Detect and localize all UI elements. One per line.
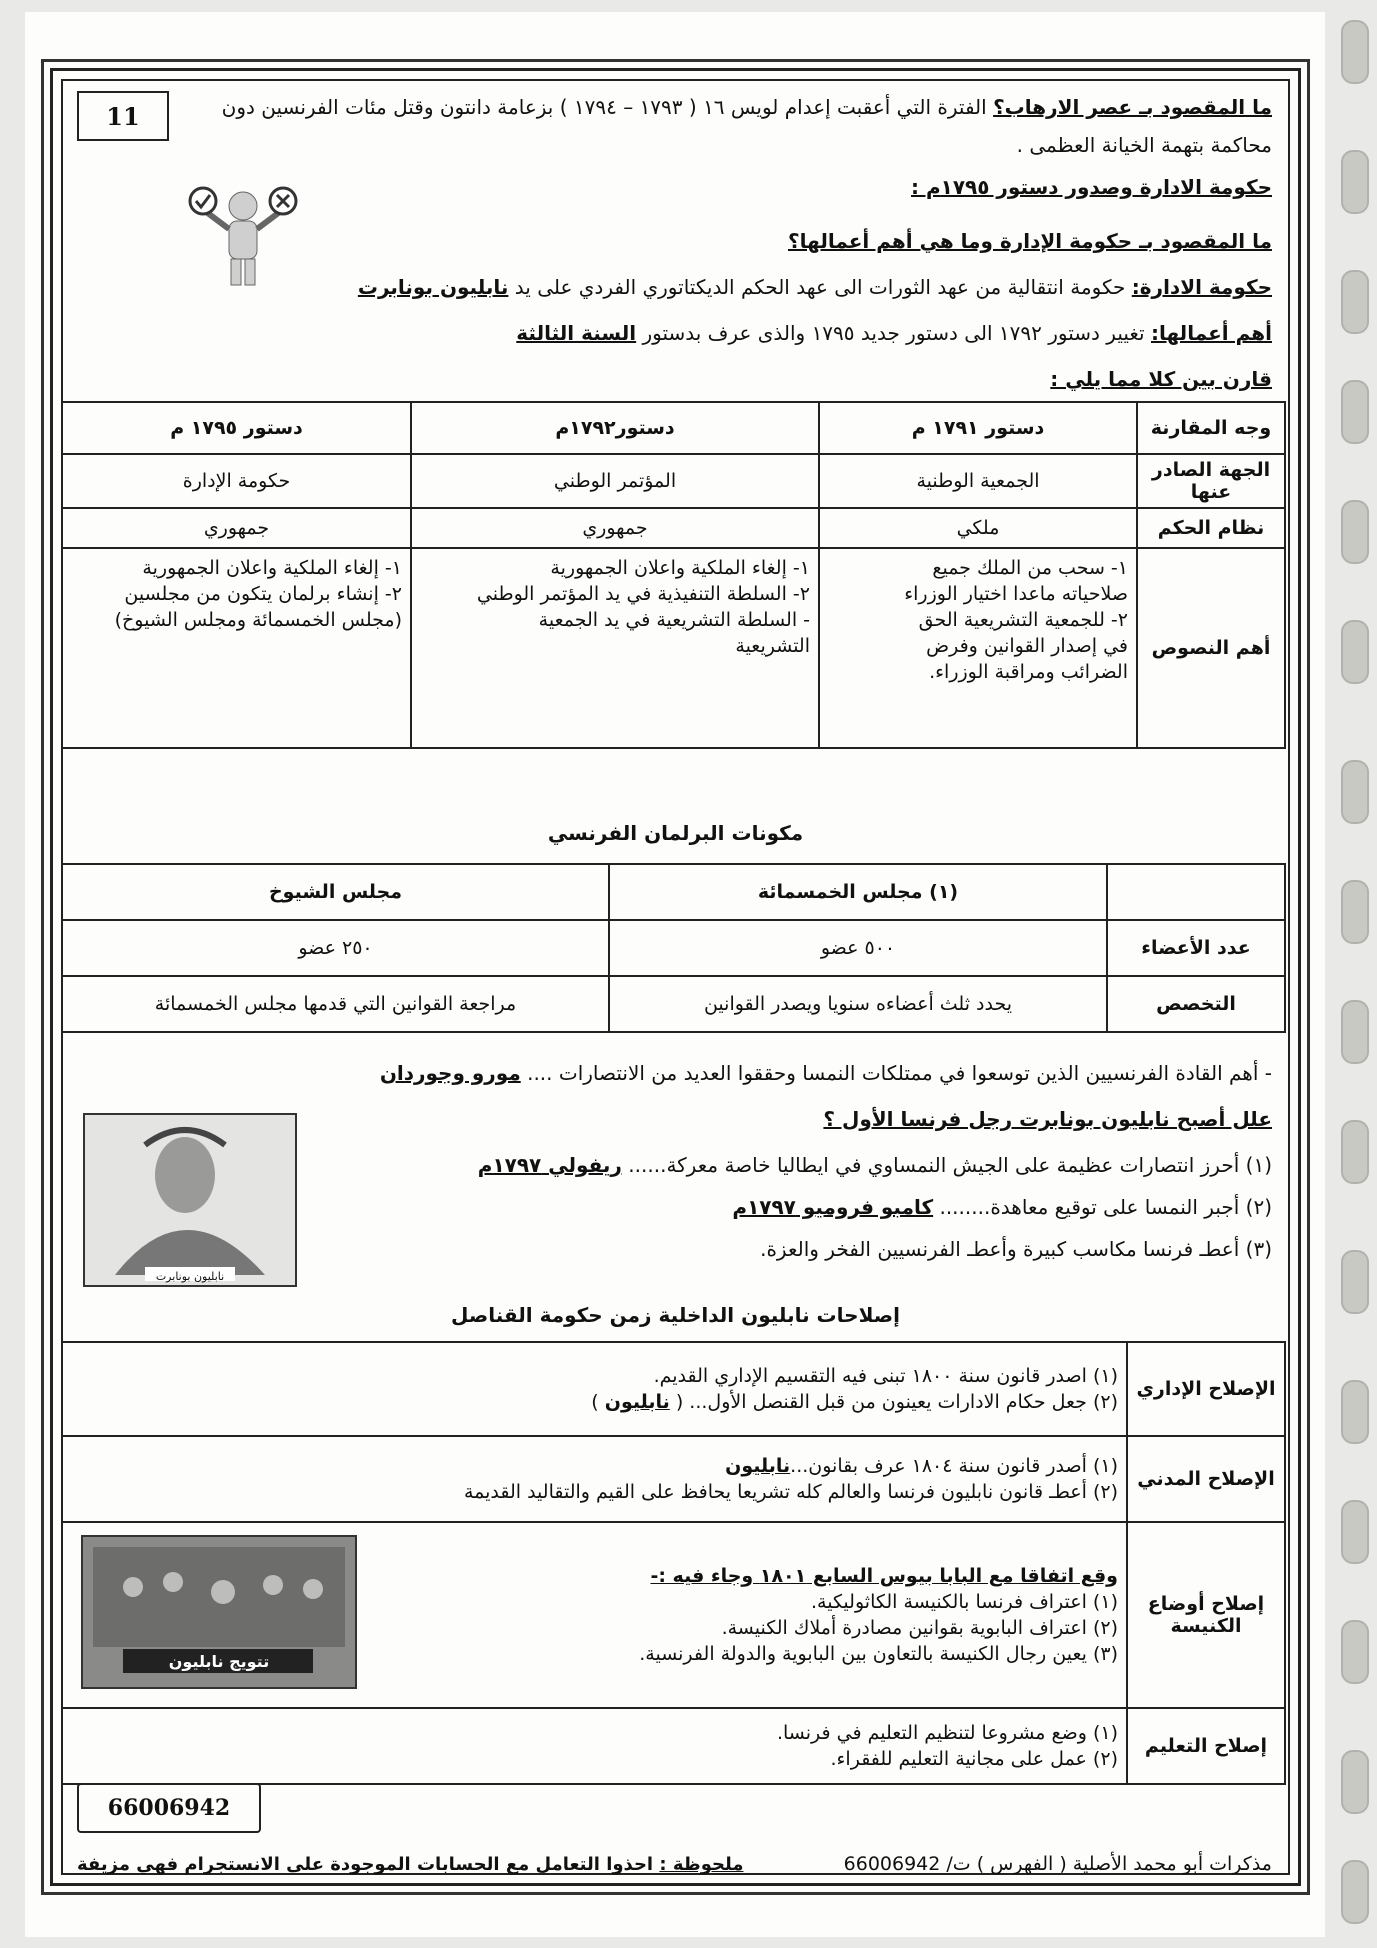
texts-1795: ١- إلغاء الملكية واعلان الجمهورية ٢- إنشاء برلمان يتكون من مجلسين (مجلس الخمسمائة ومجلس الشيوخ) <box>62 548 411 748</box>
coronation-image <box>81 1535 357 1689</box>
row-members-label: عدد الأعضاء <box>1107 920 1285 976</box>
constitutions-table <box>61 401 1286 749</box>
admin-reform-items: (١) اصدر قانون سنة ١٨٠٠ تبنى فيه التقسيم الإداري القديم. (٢) جعل حكام الادارات يعينون من قبل القنصل الأول... ( نابليون ) <box>62 1342 1127 1436</box>
texts-1791: ١- سحب من الملك جميع صلاحياته ماعدا اختيار الوزراء ٢- للجمعية التشريعية الحق في إصدار القوانين وفرض الضرائب ومراقبة الوزراء. <box>819 548 1137 748</box>
issuer-1795: حكومة الإدارة <box>62 454 411 508</box>
th-comparison: وجه المقارنة <box>1137 402 1285 454</box>
civil-reform-items: (١) أصدر قانون سنة ١٨٠٤ عرف بقانون...نابليون (٢) أعطـ قانون نابليون فرنسا والعالم كله تشريعا يحافظ على القيم والتقاليد القديمة <box>62 1436 1127 1522</box>
parliament-table <box>61 863 1286 1033</box>
admin-reform-label: الإصلاح الإداري <box>1127 1342 1285 1436</box>
th-1795: دستور ١٧٩٥ م <box>62 402 411 454</box>
terror-answer-cont: محاكمة بتهمة الخيانة العظمى . <box>1016 133 1272 157</box>
church-reform-items: وقع اتفاقا مع البابا بيوس السابع ١٨٠١ وجاء فيه :- (١) اعتراف فرنسا بالكنيسة الكاثوليكية. (٢) اعتراف البابوية بقوانين مصادرة أملاك الكنيسة. (٣) يعين رجال الكنيسة بالتعاون بين البابوية والدولة الفرنسية. <box>62 1522 1127 1708</box>
row-spec-label: التخصص <box>1107 976 1285 1032</box>
compare-prompt: قارن بين كلا مما يلي : <box>1050 367 1272 391</box>
issuer-1791: الجمعية الوطنية <box>819 454 1137 508</box>
directory-works: أهم أعمالها: تغيير دستور ١٧٩٢ الى دستور جديد ١٧٩٥ والذى عرف بدستور السنة الثالثة <box>516 321 1272 345</box>
napoleon-portrait <box>83 1113 297 1287</box>
system-1795: جمهوري <box>62 508 411 548</box>
phone-box: 66006942 <box>77 1783 261 1833</box>
row-system-label: نظام الحكم <box>1137 508 1285 548</box>
row-issuer-label: الجهة الصادر عنها <box>1137 454 1285 508</box>
texts-1792: ١- إلغاء الملكية واعلان الجمهورية ٢- السلطة التنفيذية في يد المؤتمر الوطني - السلطة التشريعية في يد الجمعية التشريعية <box>411 548 819 748</box>
parliament-title: مكونات البرلمان الفرنسي <box>547 821 804 845</box>
edu-reform-items: (١) وضع مشروعا لتنظيم التعليم في فرنسا. (٢) عمل على مجانية التعليم للفقراء. <box>62 1708 1127 1784</box>
th-council-500: (١) مجلس الخمسمائة <box>609 864 1107 920</box>
portrait-caption: نابليون بونابرت <box>155 1270 225 1283</box>
terror-question: ما المقصود بـ عصر الارهاب؟ الفترة التي أعقبت إعدام لويس ١٦ ( ١٧٩٣ – ١٧٩٤ ) بزعامة دانتون وقتل مئات الفرنسين دون <box>221 95 1272 119</box>
directory-definition: حكومة الادارة: حكومة انتقالية من عهد الثورات الى عهد الحكم الديكتاتوري الفردي على يد نابليون بونابرت <box>357 275 1272 299</box>
page-number: 11 <box>77 91 169 141</box>
page-frame <box>50 68 1301 1886</box>
edu-reform-label: إصلاح التعليم <box>1127 1708 1285 1784</box>
napoleon-answer-2: (٢) أجبر النمسا على توقيع معاهدة........ كامبو فروميو ١٧٩٧م <box>732 1195 1272 1219</box>
th-1791: دستور ١٧٩١ م <box>819 402 1137 454</box>
civil-reform-label: الإصلاح المدني <box>1127 1436 1285 1522</box>
footer-note: ملحوظة : احذوا التعامل مع الحسابات الموجودة على الانستجرام فهي مزيفة <box>77 1854 744 1875</box>
napoleon-portrait-image <box>85 1115 295 1285</box>
coronation-caption: تتويج نابليون <box>168 1652 270 1671</box>
system-1791: ملكي <box>819 508 1137 548</box>
thinking-figure-icon <box>183 181 303 291</box>
members-500: ٥٠٠ عضو <box>609 920 1107 976</box>
spec-senate: مراجعة القوانين التي قدمها مجلس الخمسمائة <box>62 976 609 1032</box>
binder-rings <box>1337 0 1377 1948</box>
church-reform-label: إصلاح أوضاع الكنيسة <box>1127 1522 1285 1708</box>
footer-source: مذكرات أبو محمد الأصلية ( الفهرس ) ت/ 66006942 <box>843 1853 1272 1875</box>
content-area <box>61 79 1290 1875</box>
napoleon-answer-3: (٣) أعطـ فرنسا مكاسب كبيرة وأعطـ الفرنسيين الفخر والعزة. <box>760 1237 1272 1261</box>
spec-500: يحدد ثلث أعضاءه سنويا ويصدر القوانين <box>609 976 1107 1032</box>
th-1792: دستور١٧٩٢م <box>411 402 819 454</box>
leaders-text: - أهم القادة الفرنسيين الذين توسعوا في ممتلكات النمسا وحققوا العديد من الانتصارات .... مورو وجوردان <box>379 1061 1272 1085</box>
members-senate: ٢٥٠ عضو <box>62 920 609 976</box>
system-1792: جمهوري <box>411 508 819 548</box>
row-texts-label: أهم النصوص <box>1137 548 1285 748</box>
reforms-title: إصلاحات نابليون الداخلية زمن حكومة القناصل <box>451 1303 900 1327</box>
napoleon-question: علل أصبح نابليون بونابرت رجل فرنسا الأول ؟ <box>823 1107 1272 1131</box>
directory-heading: حكومة الادارة وصدور دستور ١٧٩٥م : <box>911 175 1272 199</box>
issuer-1792: المؤتمر الوطني <box>411 454 819 508</box>
napoleon-answer-1: (١) أحرز انتصارات عظيمة على الجيش النمساوي في ايطاليا خاصة معركة...... ريفولي ١٧٩٧م <box>477 1153 1272 1177</box>
directory-question: ما المقصود بـ حكومة الإدارة وما هي أهم أعمالها؟ <box>788 229 1272 253</box>
th-senate: مجلس الشيوخ <box>62 864 609 920</box>
